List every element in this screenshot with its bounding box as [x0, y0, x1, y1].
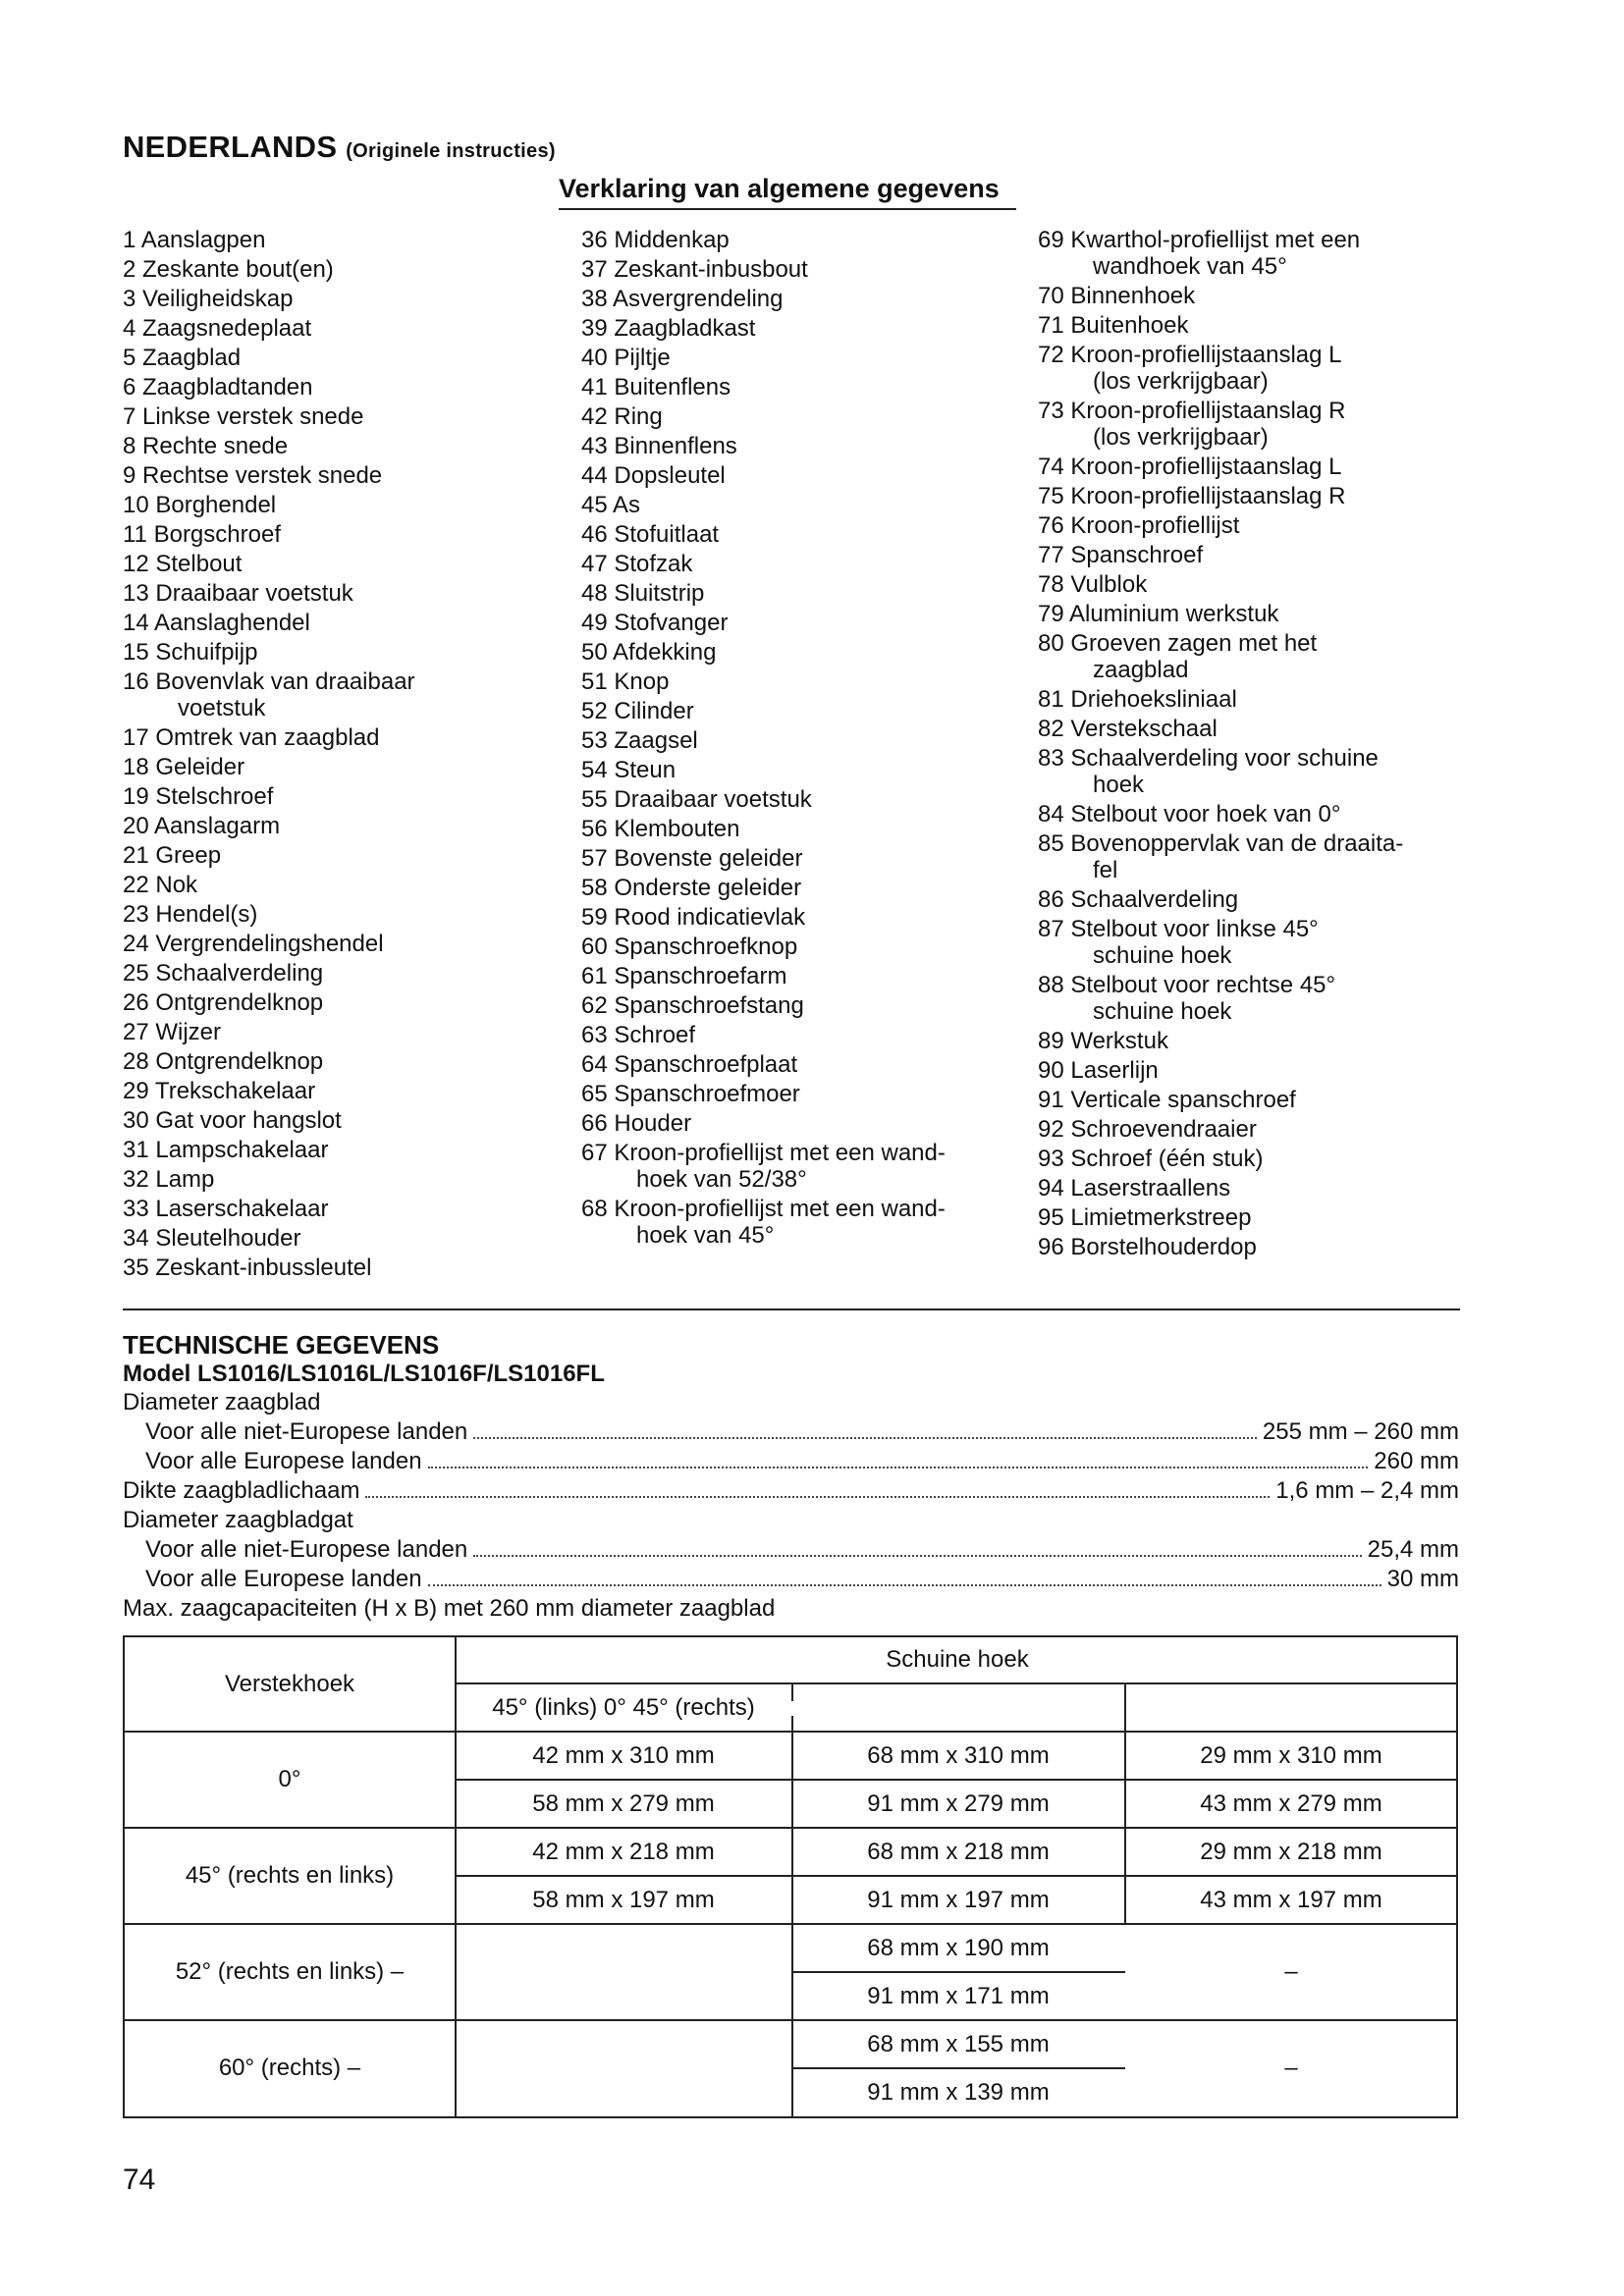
- legend-item-label: 20 Aanslagarm: [123, 813, 281, 839]
- bevel-angle-subheader: 45° (links) 0° 45° (rechts): [492, 1694, 755, 1721]
- legend-item-continuation: hoek: [1093, 772, 1145, 798]
- legend-item-label: 34 Sleutelhouder: [123, 1225, 301, 1252]
- capacity-cell: –: [1284, 1958, 1298, 1985]
- legend-item-continuation: fel: [1093, 857, 1118, 883]
- legend-item: [581, 1140, 946, 1193]
- legend-item-label: 84 Stelbout voor hoek van 0°: [1038, 801, 1341, 828]
- legend-item: [581, 551, 946, 577]
- dot-leader: [473, 1436, 1257, 1439]
- legend-item: [123, 1225, 415, 1252]
- legend-item-label: 74 Kroon-profiellijstaanslag L: [1038, 454, 1342, 480]
- legend-item-label: 90 Laserlijn: [1038, 1057, 1159, 1084]
- legend-item-label: 14 Aanslaghendel: [123, 610, 310, 636]
- legend-item-label: 94 Laserstraallens: [1038, 1175, 1231, 1201]
- capacity-cell: 68 mm x 310 mm: [867, 1742, 1050, 1769]
- legend-item: [123, 1137, 415, 1163]
- miter-angle-cell: 60° (rechts) –: [218, 2055, 361, 2081]
- legend-item: [1038, 227, 1403, 280]
- legend-item: [1038, 454, 1403, 480]
- legend-item: [1038, 916, 1403, 969]
- legend-item-label: 80 Groeven zagen met het: [1038, 630, 1318, 657]
- legend-item: [123, 521, 415, 548]
- legend-item: [1038, 716, 1403, 742]
- capacity-cell: –: [1284, 2055, 1298, 2081]
- legend-item: [1038, 1057, 1403, 1084]
- legend-item: [581, 904, 946, 931]
- legend-item-label: 42 Ring: [581, 403, 663, 430]
- blade-diameter-label: Diameter zaagblad: [123, 1389, 321, 1415]
- legend-item-label: 12 Stelbout: [123, 551, 243, 577]
- legend-item: [123, 1107, 415, 1134]
- legend-item: [123, 1196, 415, 1222]
- capacity-cell: 91 mm x 197 mm: [867, 1887, 1050, 1913]
- miter-angle-cell: 52° (rechts en links) –: [175, 1958, 405, 1985]
- legend-item-label: 16 Bovenvlak van draaibaar: [123, 668, 415, 695]
- language-subtitle: (Originele instructies): [346, 140, 556, 162]
- legend-item-label: 43 Binnenflens: [581, 433, 737, 459]
- legend-item-label: 72 Kroon-profiellijstaanslag L: [1038, 342, 1342, 368]
- legend-item-label: 53 Zaagsel: [581, 727, 698, 754]
- legend-item: [581, 580, 946, 607]
- legend-item-continuation: hoek van 52/38°: [636, 1166, 807, 1193]
- legend-item-label: 71 Buitenhoek: [1038, 312, 1189, 339]
- legend-item-label: 65 Spanschroefmoer: [581, 1081, 800, 1107]
- legend-title-rule: [559, 208, 1016, 210]
- legend-item: [123, 1166, 415, 1193]
- dot-leader: [428, 1466, 1369, 1468]
- legend-item: [581, 1051, 946, 1078]
- legend-item-label: 13 Draaibaar voetstuk: [123, 580, 353, 607]
- legend-item: [581, 1022, 946, 1048]
- legend-item-label: 50 Afdekking: [581, 639, 717, 666]
- legend-item-label: 59 Rood indicatievlak: [581, 904, 806, 931]
- capacity-cell: 68 mm x 190 mm: [867, 1935, 1050, 1961]
- legend-item: [581, 492, 946, 518]
- legend-item: [581, 1110, 946, 1137]
- legend-item: [1038, 601, 1403, 627]
- legend-item-label: 15 Schuifpijp: [123, 639, 258, 666]
- legend-item-label: 44 Dopsleutel: [581, 462, 726, 489]
- blade-body-thickness-label: Dikte zaagbladlichaam: [123, 1477, 360, 1504]
- legend-item-label: 64 Spanschroefplaat: [581, 1051, 798, 1078]
- legend-item-label: 10 Borghendel: [123, 492, 277, 518]
- arbor-label: Diameter zaagbladgat: [123, 1507, 353, 1533]
- legend-item-label: 47 Stofzak: [581, 551, 693, 577]
- legend-item-continuation: schuine hoek: [1093, 998, 1232, 1025]
- legend-item-label: 60 Spanschroefknop: [581, 934, 798, 960]
- legend-item-label: 36 Middenkap: [581, 227, 730, 253]
- legend-item-label: 3 Veiligheidskap: [123, 286, 294, 312]
- legend-item: [1038, 1175, 1403, 1201]
- legend-item: [123, 989, 415, 1016]
- dot-leader: [365, 1495, 1270, 1498]
- legend-item: [123, 1255, 415, 1281]
- legend-item-label: 39 Zaagbladkast: [581, 315, 756, 342]
- capacity-cell: 42 mm x 310 mm: [532, 1742, 715, 1769]
- legend-item: [1038, 630, 1403, 683]
- legend-item-label: 9 Rechtse verstek snede: [123, 462, 383, 489]
- capacity-cell: 43 mm x 279 mm: [1200, 1790, 1382, 1817]
- legend-item: [1038, 801, 1403, 828]
- legend-item: [123, 403, 415, 430]
- legend-item-label: 89 Werkstuk: [1038, 1028, 1168, 1054]
- legend-item: [581, 668, 946, 695]
- legend-item: [123, 872, 415, 898]
- legend-item-continuation: schuine hoek: [1093, 942, 1232, 969]
- legend-item-label: 2 Zeskante bout(en): [123, 256, 334, 283]
- blade-diameter-eu-row: [145, 1447, 1459, 1476]
- blade-diameter-non-eu-row: [145, 1417, 1459, 1447]
- legend-item: [1038, 1146, 1403, 1172]
- legend-item-label: 88 Stelbout voor rechtse 45°: [1038, 972, 1336, 998]
- legend-item-label: 52 Cilinder: [581, 698, 694, 724]
- legend-item: [581, 1196, 946, 1249]
- legend-item: [581, 374, 946, 400]
- legend-item: [581, 227, 946, 253]
- legend-item: [581, 433, 946, 459]
- dot-leader: [473, 1554, 1361, 1557]
- capacity-table: [123, 1635, 1458, 2118]
- legend-item-label: 41 Buitenflens: [581, 374, 731, 400]
- legend-item-label: 67 Kroon-profiellijst met een wand-: [581, 1140, 946, 1166]
- legend-item: [1038, 512, 1403, 539]
- arbor-eu-value: 30 mm: [1386, 1566, 1459, 1592]
- legend-item: [581, 610, 946, 636]
- legend-item: [581, 403, 946, 430]
- eu-label: Voor alle Europese landen: [145, 1566, 422, 1592]
- legend-item-label: 77 Spanschroef: [1038, 542, 1204, 568]
- legend-item: [123, 610, 415, 636]
- legend-item-continuation: wandhoek van 45°: [1093, 253, 1287, 280]
- legend-item: [1038, 972, 1403, 1025]
- legend-item-label: 51 Knop: [581, 668, 670, 695]
- legend-item-continuation: hoek van 45°: [636, 1222, 775, 1249]
- legend-item-continuation: zaagblad: [1093, 657, 1189, 683]
- legend-item: [581, 286, 946, 312]
- model-line: Model LS1016/LS1016L/LS1016F/LS1016FL: [123, 1361, 605, 1387]
- legend-item: [581, 757, 946, 783]
- legend-item-continuation: (los verkrijgbaar): [1093, 368, 1269, 395]
- legend-item: [123, 639, 415, 666]
- blade-diameter-eu-value: 260 mm: [1374, 1448, 1459, 1474]
- legend-item-label: 27 Wijzer: [123, 1019, 222, 1045]
- dot-leader: [428, 1583, 1381, 1586]
- legend-item: [1038, 1087, 1403, 1113]
- specs-title: TECHNISCHE GEGEVENS: [123, 1330, 440, 1360]
- legend-item: [123, 256, 415, 283]
- legend-item: [123, 783, 415, 810]
- legend-item-label: 93 Schroef (één stuk): [1038, 1146, 1264, 1172]
- legend-item: [123, 374, 415, 400]
- legend-item: [1038, 283, 1403, 309]
- legend-item: [581, 845, 946, 872]
- legend-item-label: 1 Aanslagpen: [123, 227, 266, 253]
- legend-item: [123, 901, 415, 928]
- legend-item-label: 87 Stelbout voor linkse 45°: [1038, 916, 1319, 942]
- capacity-cell: 29 mm x 218 mm: [1200, 1839, 1382, 1865]
- legend-item: [581, 1081, 946, 1107]
- legend-item: [123, 1078, 415, 1104]
- legend-item-label: 46 Stofuitlaat: [581, 521, 720, 548]
- legend-item: [123, 492, 415, 518]
- legend-item-label: 79 Aluminium werkstuk: [1038, 601, 1279, 627]
- legend-item-label: 58 Onderste geleider: [581, 875, 802, 901]
- miter-angle-header: Verstekhoek: [224, 1671, 355, 1697]
- legend-item-label: 95 Limietmerkstreep: [1038, 1204, 1252, 1231]
- legend-item: [123, 960, 415, 987]
- legend-item: [123, 668, 415, 721]
- legend-item-label: 76 Kroon-profiellijst: [1038, 512, 1240, 539]
- capacity-cell: 68 mm x 155 mm: [867, 2031, 1050, 2057]
- legend-item: [1038, 542, 1403, 568]
- legend-item-label: 92 Schroevendraaier: [1038, 1116, 1257, 1143]
- legend-item-label: 57 Bovenste geleider: [581, 845, 803, 872]
- legend-item: [123, 551, 415, 577]
- legend-item: [581, 521, 946, 548]
- legend-item-label: 78 Vulblok: [1038, 571, 1148, 598]
- legend-item-label: 35 Zeskant-inbussleutel: [123, 1255, 372, 1281]
- legend-item: [123, 433, 415, 459]
- capacity-cell: 58 mm x 279 mm: [532, 1790, 715, 1817]
- legend-item: [1038, 483, 1403, 509]
- legend-item: [581, 315, 946, 342]
- legend-item: [581, 698, 946, 724]
- eu-label: Voor alle Europese landen: [145, 1448, 422, 1474]
- legend-item-label: 18 Geleider: [123, 754, 245, 780]
- legend-title: Verklaring van algemene gegevens: [559, 174, 1000, 203]
- legend-item: [123, 931, 415, 957]
- legend-item-label: 70 Binnenhoek: [1038, 283, 1196, 309]
- legend-item-label: 23 Hendel(s): [123, 901, 258, 928]
- legend-item-label: 6 Zaagbladtanden: [123, 374, 313, 400]
- legend-item-label: 66 Houder: [581, 1110, 692, 1137]
- legend-item-label: 40 Pijltje: [581, 345, 671, 371]
- legend-item: [1038, 571, 1403, 598]
- legend-item-label: 8 Rechte snede: [123, 433, 289, 459]
- arbor-non-eu-value: 25,4 mm: [1367, 1536, 1459, 1563]
- legend-item-label: 28 Ontgrendelknop: [123, 1048, 324, 1075]
- legend-item: [123, 462, 415, 489]
- legend-item-label: 32 Lamp: [123, 1166, 215, 1193]
- legend-item: [1038, 745, 1403, 798]
- legend-item-label: 22 Nok: [123, 872, 198, 898]
- legend-item-label: 38 Asvergrendeling: [581, 286, 784, 312]
- legend-item: [1038, 686, 1403, 713]
- legend-item: [581, 963, 946, 989]
- capacity-cell: 43 mm x 197 mm: [1200, 1887, 1382, 1913]
- legend-item-label: 91 Verticale spanschroef: [1038, 1087, 1296, 1113]
- capacity-cell: 58 mm x 197 mm: [532, 1887, 715, 1913]
- miter-angle-cell: 0°: [278, 1766, 301, 1792]
- legend-item: [1038, 830, 1403, 883]
- legend-column-3: [1038, 227, 1403, 1263]
- legend-item-label: 45 As: [581, 492, 641, 518]
- capacity-cell: 29 mm x 310 mm: [1200, 1742, 1382, 1769]
- legend-item-label: 83 Schaalverdeling voor schuine: [1038, 745, 1379, 772]
- legend-item-label: 21 Greep: [123, 842, 222, 869]
- legend-item-label: 96 Borstelhouderdop: [1038, 1234, 1257, 1260]
- legend-item-label: 85 Bovenoppervlak van de draaita-: [1038, 830, 1404, 857]
- legend-item-label: 19 Stelschroef: [123, 783, 274, 810]
- legend-item: [123, 580, 415, 607]
- legend-item-label: 30 Gat voor hangslot: [123, 1107, 342, 1134]
- miter-angle-cell: 45° (rechts en links): [185, 1862, 395, 1889]
- legend-item-label: 25 Schaalverdeling: [123, 960, 324, 987]
- legend-item-label: 29 Trekschakelaar: [123, 1078, 316, 1104]
- legend-item: [123, 754, 415, 780]
- legend-item-label: 49 Stofvanger: [581, 610, 729, 636]
- legend-item: [581, 345, 946, 371]
- legend-item: [123, 813, 415, 839]
- legend-item: [581, 875, 946, 901]
- legend-item-label: 54 Steun: [581, 757, 677, 783]
- legend-item: [1038, 1116, 1403, 1143]
- legend-item-label: 75 Kroon-profiellijstaanslag R: [1038, 483, 1346, 509]
- arbor-non-eu-row: [145, 1535, 1459, 1565]
- legend-item-label: 17 Omtrek van zaagblad: [123, 724, 380, 751]
- legend-item: [581, 727, 946, 754]
- capacity-cell: 68 mm x 218 mm: [867, 1839, 1050, 1865]
- legend-item-label: 56 Klembouten: [581, 816, 740, 842]
- legend-item-label: 4 Zaagsnedeplaat: [123, 315, 312, 342]
- legend-item: [1038, 1234, 1403, 1260]
- legend-item: [581, 992, 946, 1019]
- capacity-cell: 91 mm x 279 mm: [867, 1790, 1050, 1817]
- legend-item-label: 48 Sluitstrip: [581, 580, 705, 607]
- legend-item-label: 31 Lampschakelaar: [123, 1137, 329, 1163]
- legend-item-label: 62 Spanschroefstang: [581, 992, 804, 1019]
- legend-item-label: 61 Spanschroefarm: [581, 963, 787, 989]
- legend-item-label: 86 Schaalverdeling: [1038, 886, 1239, 913]
- legend-item-label: 7 Linkse verstek snede: [123, 403, 364, 430]
- legend-item: [123, 315, 415, 342]
- legend-item-label: 68 Kroon-profiellijst met een wand-: [581, 1196, 946, 1222]
- legend-item: [123, 842, 415, 869]
- legend-item: [581, 816, 946, 842]
- legend-item-label: 37 Zeskant-inbusbout: [581, 256, 808, 283]
- legend-item-label: 55 Draaibaar voetstuk: [581, 786, 812, 813]
- legend-item: [581, 934, 946, 960]
- legend-item: [123, 1019, 415, 1045]
- legend-item-label: 33 Laserschakelaar: [123, 1196, 329, 1222]
- legend-item-label: 11 Borgschroef: [123, 521, 281, 548]
- non-eu-label: Voor alle niet-Europese landen: [145, 1418, 468, 1445]
- blade-body-thickness-row: [123, 1476, 1459, 1506]
- legend-item: [581, 786, 946, 813]
- legend-item: [123, 724, 415, 751]
- blade-diameter-non-eu-value: 255 mm – 260 mm: [1262, 1418, 1459, 1445]
- legend-item-label: 24 Vergrendelingshendel: [123, 931, 384, 957]
- legend-item: [581, 256, 946, 283]
- legend-item-label: 73 Kroon-profiellijstaanslag R: [1038, 398, 1346, 424]
- legend-item: [123, 227, 415, 253]
- legend-item-continuation: (los verkrijgbaar): [1093, 424, 1269, 451]
- legend-item: [1038, 342, 1403, 395]
- non-eu-label: Voor alle niet-Europese landen: [145, 1536, 468, 1563]
- legend-item-label: 82 Verstekschaal: [1038, 716, 1218, 742]
- legend-item: [581, 639, 946, 666]
- bevel-angle-header: Schuine hoek: [886, 1646, 1029, 1673]
- legend-item-label: 69 Kwarthol-profiellijst met een: [1038, 227, 1361, 253]
- capacity-label: Max. zaagcapaciteiten (H x B) met 260 mm diameter zaagblad: [123, 1595, 776, 1622]
- language-name: NEDERLANDS: [123, 130, 338, 164]
- capacity-cell: 91 mm x 139 mm: [867, 2079, 1050, 2106]
- blade-body-thickness-value: 1,6 mm – 2,4 mm: [1275, 1477, 1459, 1504]
- legend-item: [1038, 1204, 1403, 1231]
- section-divider: [123, 1308, 1460, 1310]
- legend-item: [123, 286, 415, 312]
- legend-item: [123, 1048, 415, 1075]
- page-number: 74: [123, 2163, 156, 2196]
- legend-column-2: [581, 227, 946, 1252]
- legend-item-label: 63 Schroef: [581, 1022, 696, 1048]
- legend-item: [123, 345, 415, 371]
- legend-item: [581, 462, 946, 489]
- arbor-eu-row: [145, 1565, 1459, 1594]
- legend-item: [1038, 1028, 1403, 1054]
- legend-item-label: 81 Driehoeksliniaal: [1038, 686, 1237, 713]
- legend-column-1: [123, 227, 415, 1284]
- legend-item-label: 5 Zaagblad: [123, 345, 242, 371]
- capacity-cell: 42 mm x 218 mm: [532, 1839, 715, 1865]
- legend-item: [1038, 398, 1403, 451]
- language-heading: [123, 130, 556, 165]
- legend-item-continuation: voetstuk: [178, 695, 266, 721]
- legend-item-label: 26 Ontgrendelknop: [123, 989, 324, 1016]
- legend-item: [1038, 312, 1403, 339]
- legend-item: [1038, 886, 1403, 913]
- capacity-cell: 91 mm x 171 mm: [867, 1983, 1050, 2009]
